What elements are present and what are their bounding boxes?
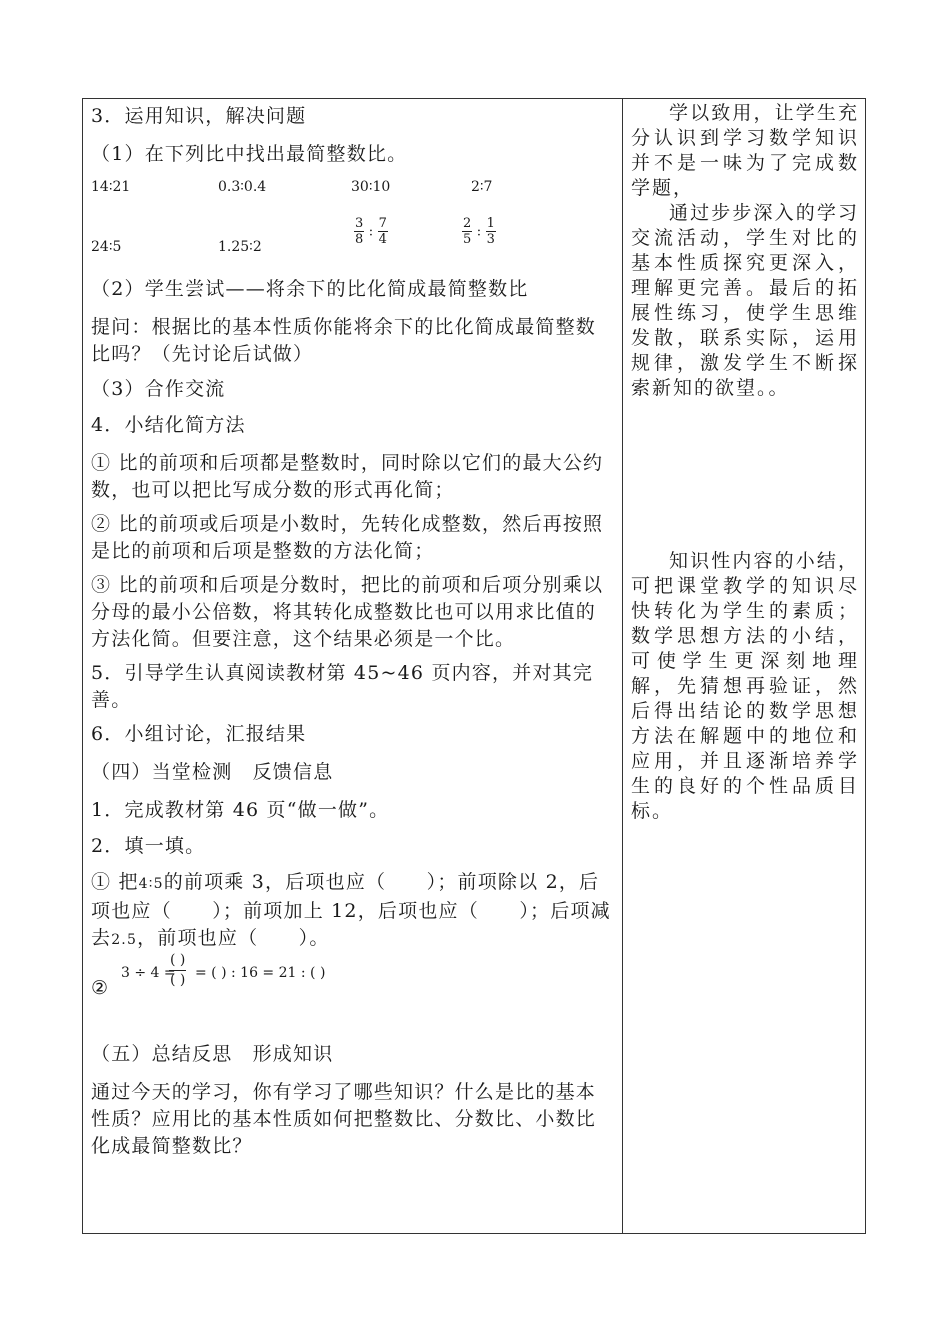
ratio-item: 1.25∶2 [218, 239, 262, 255]
design-intent-column [631, 101, 859, 401]
ratio-item: 30∶10 [351, 179, 391, 195]
intent-note-1: 学以致用，让学生充分认识到学习数学知识并不是一味为了完成数学题， [631, 102, 859, 199]
question-prompt: 提问：根据比的基本性质你能将余下的比化简成最简整数比吗？（先讨论后试做） [91, 316, 597, 365]
lesson-table [82, 98, 866, 1234]
question-3: （3）合作交流 [91, 378, 226, 400]
ratio-item: 2∶7 [471, 179, 493, 195]
section3-title: 3．运用知识，解决问题 [91, 105, 307, 127]
intent-note-2: 通过步步深入的学习交流活动，学生对比的基本性质探究更深入，理解更完善。最后的拓展性练习，使学生思维发散，联系实际，运用规律，激发学生不断探索新知的欲望。。 [631, 202, 859, 399]
task-1: 1．完成教材第 46 页“做一做”。 [91, 799, 390, 821]
question-2: （2）学生尝试——将余下的比化简成最简整数比 [91, 278, 529, 300]
summary-intent-column [631, 549, 859, 824]
question-1: （1）在下列比中找出最简整数比。 [91, 143, 408, 165]
ratio-item: 0.3∶0.4 [218, 179, 267, 195]
rule-2: ② 比的前项或后项是小数时，先转化成整数，然后再按照是比的前项和后项是整数的方法化简； [91, 513, 604, 562]
fill-in-2: ② 3 ÷ 4 = ( ) ( ) = ( ) : 16 = 21 : ( ) [91, 952, 326, 999]
part4-title: （四）当堂检测 反馈信息 [91, 761, 334, 783]
fill-in-1: ① 把4∶5的前项乘 3，后项也应（ ）；前项除以 2，后项也应（ ）；前项加上 12，后项也应（ ）；后项减去2.5，前项也应（ ）。 [91, 871, 611, 949]
intent-note-3: 知识性内容的小结，可把课堂教学的知识尽快转化为学生的素质；数学思想方法的小结，可使学生更深刻地理解，先猜想再验证，然后得出结论的数学思想方法在解题中的地位和应用，并且逐渐培养学生的良好的个性品质目标。 [631, 550, 859, 822]
ratio-item: 14∶21 [91, 179, 131, 195]
summary-question: 通过今天的学习，你有学习了哪些知识？什么是比的基本性质？应用比的基本性质如何把整数比、分数比、小数比化成最简整数比？ [91, 1081, 597, 1157]
section6: 6．小组讨论，汇报结果 [91, 723, 307, 745]
task-2: 2．填一填。 [91, 835, 206, 857]
section4-title: 4．小结化简方法 [91, 414, 246, 436]
ratio-item: 24∶5 [91, 239, 122, 255]
section5: 5．引导学生认真阅读教材第 45~46 页内容，并对其完善。 [91, 662, 594, 711]
fraction-ratio-item: $\frac{2}{5}$ : $\frac{1}{3}$ [463, 216, 495, 247]
rule-1: ① 比的前项和后项都是整数时，同时除以它们的最大公约数，也可以把比写成分数的形式再化简； [91, 452, 604, 501]
rule-3: ③ 比的前项和后项是分数时，把比的前项和后项分别乘以分母的最小公倍数，将其转化成整数比也可以用求比值的方法化简。但要注意，这个结果必须是一个比。 [91, 574, 604, 650]
fraction-ratio-item: $\frac{3}{8}$ : $\frac{7}{4}$ [355, 216, 387, 247]
part5-title: （五）总结反思 形成知识 [91, 1043, 334, 1065]
column-divider [622, 99, 623, 1233]
